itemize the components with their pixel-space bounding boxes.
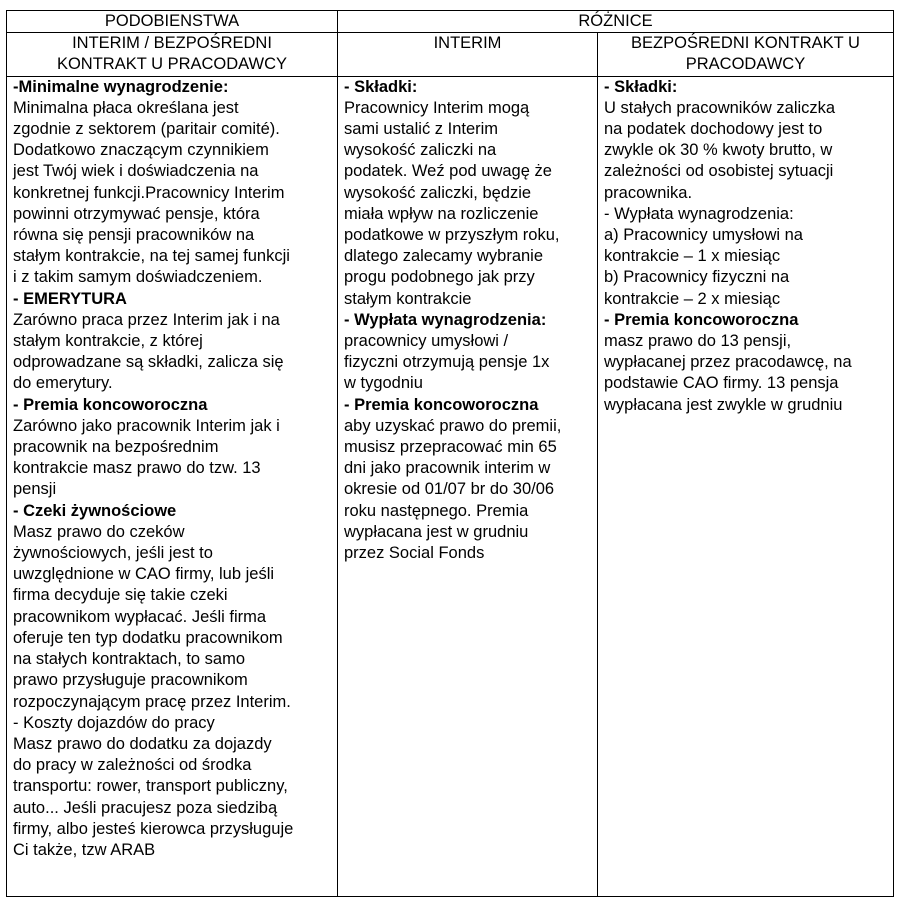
text-line: Zarówno praca przez Interim jak i na [13, 310, 280, 329]
text-line: zależności od osobistej sytuacji [604, 162, 834, 181]
text-line: pracownicy umysłowi / [344, 332, 509, 351]
text-line: jest Twój wiek i doświadczenia na [13, 162, 259, 181]
text-line: stałym kontrakcie, z której [13, 332, 203, 351]
section-heading: - Składki: [604, 77, 678, 96]
text-line: podatek. Weź pod uwagę że [344, 162, 552, 181]
text-line: w tygodniu [344, 374, 423, 393]
text-line: Zarówno jako pracownik Interim jak i [13, 416, 280, 435]
text-line: Pracownicy Interim mogą [344, 98, 530, 117]
text-line: kontrakcie – 2 x miesiąc [604, 289, 781, 308]
text-line: aby uzyskać prawo do premii, [344, 416, 562, 435]
text-line: - Koszty dojazdów do pracy [13, 713, 215, 732]
text-line: równa się pensji pracowników na [13, 226, 255, 245]
text-line: do pracy w zależności od środka [13, 756, 252, 775]
similarities-header: PODOBIENSTWA [7, 11, 338, 33]
text-line: zgodnie z sektorem (paritair comité). [13, 120, 280, 139]
text-line: U stałych pracowników zaliczka [604, 98, 836, 117]
text-line: na stałych kontraktach, to samo [13, 650, 246, 669]
text-line: i z takim samym doświadczeniem. [13, 268, 263, 287]
text-line: wypłacana jest zwykle w grudniu [604, 395, 843, 414]
text-line: zwykle ok 30 % kwoty brutto, w [604, 141, 833, 160]
text-line: powinni otrzymywać pensje, która [13, 204, 260, 223]
text-line: prawo przysługuje pracownikom [13, 671, 248, 690]
text-line: stałym kontrakcie [344, 289, 472, 308]
text-line: - Wypłata wynagrodzenia: [604, 204, 794, 223]
col-header-interim [338, 33, 598, 76]
text-line: pracownikom wypłacać. Jeśli firma [13, 607, 267, 626]
text-line: roku następnego. Premia [344, 501, 529, 520]
text-line: pensji [13, 480, 57, 499]
text-line: uwzględnione w CAO firmy, lub jeśli [13, 565, 275, 584]
text-line: konkretnej funkcji.Pracownicy Interim [13, 183, 285, 202]
text-line: rozpoczynającym pracę przez Interim. [13, 692, 291, 711]
text-line: podatkowe w przyszłym roku, [344, 226, 560, 245]
col-header-line: INTERIM / BEZPOŚREDNI [72, 34, 272, 53]
section-heading: - Wypłata wynagrodzenia: [344, 310, 547, 329]
header-row-sub [7, 33, 894, 76]
text-line: wysokość zaliczki, będzie [344, 183, 532, 202]
text-line: odprowadzane są składki, zalicza się [13, 353, 284, 372]
text-line: Minimalna płaca określana jest [13, 98, 239, 117]
text-line: firmy, albo jesteś kierowca przysługuje [13, 819, 294, 838]
text-line: Ci także, tzw ARAB [13, 840, 156, 859]
text-line: kontrakcie masz prawo do tzw. 13 [13, 459, 261, 478]
text-line: podstawie CAO firmy. 13 pensja [604, 374, 839, 393]
text-line: a) Pracownicy umysłowi na [604, 226, 803, 245]
direct-contract-cell [598, 76, 894, 896]
section-heading: - Czeki żywnościowe [13, 501, 177, 520]
text-line: Masz prawo do czeków [13, 522, 185, 541]
text-line: stałym kontrakcie, na tej samej funkcji [13, 247, 290, 266]
text-line: sami ustalić z Interim [344, 120, 499, 139]
text-line: okresie od 01/07 br do 30/06 [344, 480, 555, 499]
text-line: na podatek dochodowy jest to [604, 120, 823, 139]
text-line: dni jako pracownik interim w [344, 459, 551, 478]
text-line: b) Pracownicy fizyczni na [604, 268, 790, 287]
text-line: auto... Jeśli pracujesz poza siedzibą [13, 798, 278, 817]
text-line: wysokość zaliczki na [344, 141, 497, 160]
interim-cell [338, 76, 598, 896]
text-line: żywnościowych, jeśli jest to [13, 544, 213, 563]
text-line: kontrakcie – 1 x miesiąc [604, 247, 781, 266]
section-heading: - EMERYTURA [13, 289, 127, 308]
text-line: musisz przepracować min 65 [344, 438, 557, 457]
text-line: wypłacana jest w grudniu [344, 522, 529, 541]
text-line: wypłacanej przez pracodawcę, na [604, 353, 852, 372]
col-header-line: BEZPOŚREDNI KONTRAKT U [631, 34, 860, 53]
text-line: masz prawo do 13 pensji, [604, 332, 792, 351]
comparison-table [6, 10, 894, 897]
text-line: dlatego zalecamy wybranie [344, 247, 544, 266]
text-line: pracownika. [604, 183, 693, 202]
text-line: Dodatkowo znaczącym czynnikiem [13, 141, 269, 160]
section-heading: - Premia koncoworoczna [604, 310, 799, 329]
text-line: fizyczni otrzymują pensje 1x [344, 353, 550, 372]
col-header-line: INTERIM [433, 34, 502, 53]
section-heading: -Minimalne wynagrodzenie: [13, 77, 229, 96]
col-header-line: PRACODAWCY [685, 55, 806, 74]
text-line: oferuje ten typ dodatku pracownikom [13, 628, 283, 647]
body-row [7, 76, 894, 896]
text-line: przez Social Fonds [344, 544, 485, 563]
header-row-top [7, 11, 894, 33]
text-line: pracownik na bezpośrednim [13, 438, 219, 457]
col-header-line: KONTRAKT U PRACODAWCY [56, 55, 288, 74]
text-line: do emerytury. [13, 374, 113, 393]
text-line: transportu: rower, transport publiczny, [13, 777, 288, 796]
text-line: Masz prawo do dodatku za dojazdy [13, 734, 272, 753]
section-heading: - Premia koncoworoczna [344, 395, 539, 414]
text-line: firma decyduje się takie czeki [13, 586, 228, 605]
similarities-cell [7, 76, 338, 896]
col-header-direct [598, 33, 894, 76]
section-heading: - Premia koncoworoczna [13, 395, 208, 414]
section-heading: - Składki: [344, 77, 418, 96]
col-header-interim-direct [7, 33, 338, 76]
differences-header: RÓŻNICE [338, 11, 894, 33]
text-line: progu podobnego jak przy [344, 268, 535, 287]
text-line: miała wpływ na rozliczenie [344, 204, 539, 223]
